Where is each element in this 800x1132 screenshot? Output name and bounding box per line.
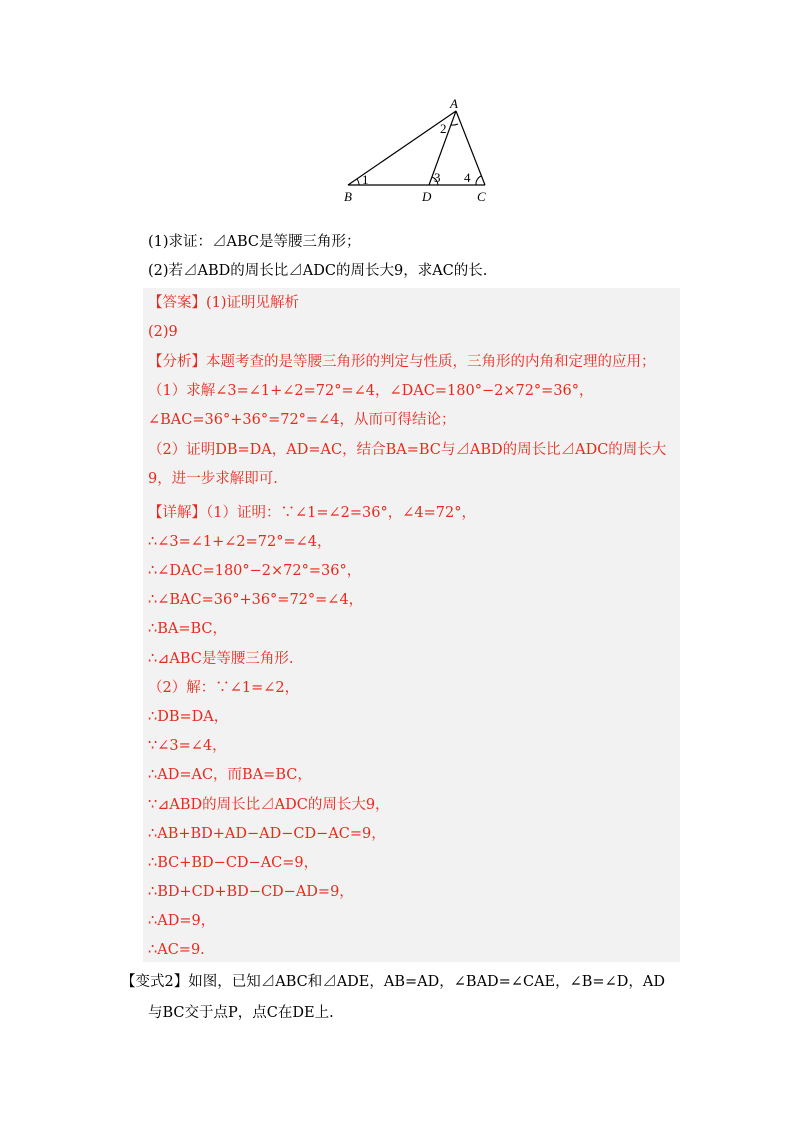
angle-label-2: 2 <box>440 121 447 136</box>
solution-line-3: ∴∠DAC=180°−2×72°=36°， <box>148 563 362 579</box>
vertex-label-a: A <box>450 96 458 111</box>
solution-line-16: ∴AC=9. <box>148 942 205 958</box>
solution-line-2: ∴∠3=∠1+∠2=72°=∠4， <box>148 534 332 550</box>
angle-arc-4 <box>476 176 481 185</box>
solution-line-7: （2）解：∵∠1=∠2， <box>148 680 300 696</box>
vertex-label-b: B <box>344 189 352 204</box>
answer-part-2: (2)9 <box>148 324 178 340</box>
solution-line-1: 【详解】（1）证明：∵∠1=∠2=36°，∠4=72°， <box>148 505 476 521</box>
triangle-figure <box>330 92 500 207</box>
solution-line-10: ∴AD=AC，而BA=BC， <box>148 767 312 783</box>
solution-line-12: ∴AB+BD+AD−AD−CD−AC=9， <box>148 826 386 842</box>
vertex-label-d: D <box>422 189 432 204</box>
answer-label: 【答案】(1)证明见解析 <box>148 295 300 311</box>
solution-line-8: ∴DB=DA， <box>148 709 229 725</box>
solution-line-9: ∵∠3=∠4， <box>148 738 227 754</box>
solution-line-15: ∴AD=9， <box>148 913 216 929</box>
question-part-1: (1)求证：⊿ABC是等腰三角形； <box>148 234 361 250</box>
solution-line-4: ∴∠BAC=36°+36°=72°=∠4， <box>148 592 364 608</box>
angle-arc-2 <box>451 124 458 125</box>
vertex-label-c: C <box>477 189 486 204</box>
solution-line-13: ∴BC+BD−CD−AC=9， <box>148 855 319 871</box>
analysis-line-2: （1）求解∠3=∠1+∠2=72°=∠4，∠DAC=180°−2×72°=36°， <box>148 383 594 399</box>
solution-line-14: ∴BD+CD+BD−CD−AD=9， <box>148 884 354 900</box>
solution-line-11: ∵⊿ABD的周长比⊿ADC的周长大9， <box>148 797 390 813</box>
angle-label-4: 4 <box>464 170 471 185</box>
analysis-line-3: ∠BAC=36°+36°=72°=∠4，从而可得结论； <box>148 412 456 428</box>
segment-ac <box>456 111 485 185</box>
variant-line-1: 【变式2】如图，已知⊿ABC和⊿ADE，AB=AD，∠BAD=∠CAE，∠B=∠D，AD <box>121 974 665 990</box>
solution-line-5: ∴BA=BC， <box>148 621 228 637</box>
analysis-line-4: （2）证明DB=DA，AD=AC，结合BA=BC与⊿ABD的周长比⊿ADC的周长大 <box>148 442 667 458</box>
question-part-2: (2)若⊿ABD的周长比⊿ADC的周长大9，求AC的长. <box>148 263 488 279</box>
angle-label-1: 1 <box>362 172 369 187</box>
angle-arc-1 <box>357 179 359 185</box>
angle-label-3: 3 <box>434 170 441 185</box>
solution-line-6: ∴⊿ABC是等腰三角形. <box>148 651 294 667</box>
analysis-line-1: 【分析】本题考查的是等腰三角形的判定与性质，三角形的内角和定理的应用； <box>148 354 656 370</box>
analysis-line-5: 9，进一步求解即可. <box>148 471 278 487</box>
variant-line-2: 与BC交于点P，点C在DE上. <box>148 1005 334 1021</box>
